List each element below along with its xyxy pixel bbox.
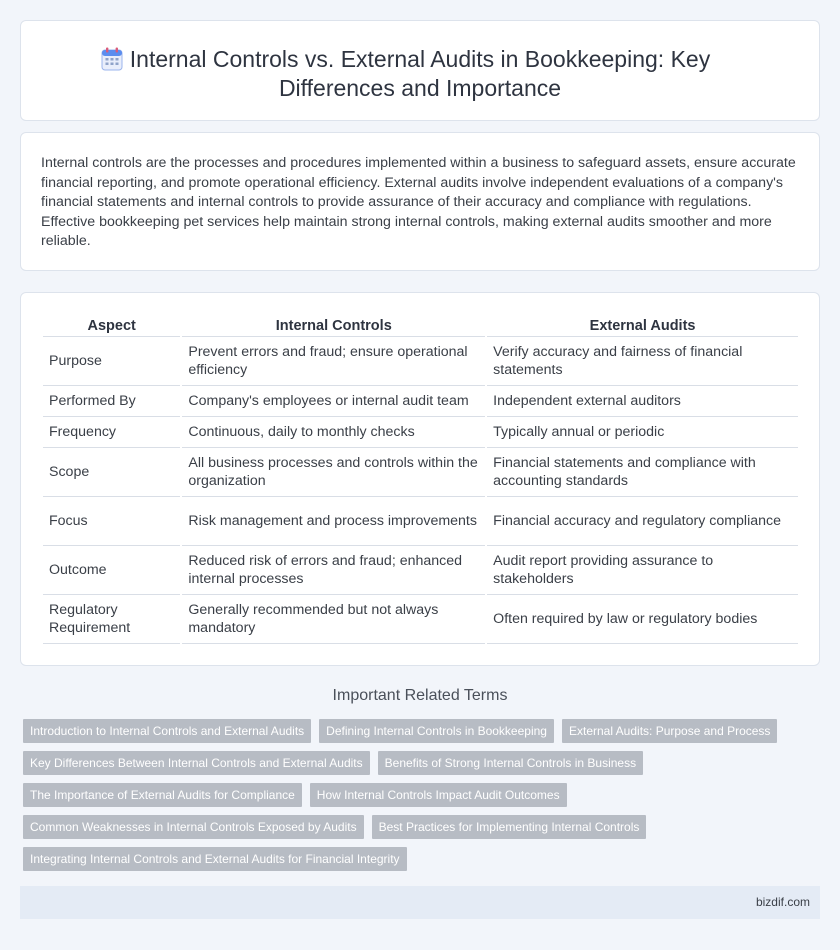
row-internal: Generally recommended but not always mandatory <box>182 595 485 644</box>
related-term-tag[interactable]: Best Practices for Implementing Internal Controls <box>372 815 647 839</box>
table-header-row <box>43 313 798 337</box>
title-card <box>20 20 820 121</box>
row-aspect: Purpose <box>43 337 180 386</box>
intro-card <box>20 132 820 271</box>
row-aspect: Focus <box>43 497 180 546</box>
footer <box>20 886 820 919</box>
row-aspect: Frequency <box>43 417 180 448</box>
comparison-table <box>41 313 800 644</box>
related-term-tag[interactable]: External Audits: Purpose and Process <box>562 719 777 743</box>
related-terms-list <box>23 719 803 871</box>
related-term-tag[interactable]: Introduction to Internal Controls and External Audits <box>23 719 311 743</box>
row-aspect: Performed By <box>43 386 180 417</box>
row-aspect: Regulatory Requirement <box>43 595 180 644</box>
row-external: Audit report providing assurance to stakeholders <box>487 546 798 595</box>
row-aspect: Outcome <box>43 546 180 595</box>
table-row <box>43 417 798 448</box>
related-term-tag[interactable]: Defining Internal Controls in Bookkeeping <box>319 719 554 743</box>
related-term-tag[interactable]: Benefits of Strong Internal Controls in Business <box>378 751 643 775</box>
table-row <box>43 337 798 386</box>
header-external-audits: External Audits <box>487 313 798 337</box>
related-term-tag[interactable]: Common Weaknesses in Internal Controls Exposed by Audits <box>23 815 364 839</box>
table-row <box>43 386 798 417</box>
header-internal-controls: Internal Controls <box>182 313 485 337</box>
row-internal: Risk management and process improvements <box>182 497 485 546</box>
table-row <box>43 497 798 546</box>
row-internal: Reduced risk of errors and fraud; enhanced internal processes <box>182 546 485 595</box>
related-term-tag[interactable]: The Importance of External Audits for Compliance <box>23 783 302 807</box>
row-internal: Continuous, daily to monthly checks <box>182 417 485 448</box>
related-term-tag[interactable]: Key Differences Between Internal Controls and External Audits <box>23 751 370 775</box>
related-term-tag[interactable]: Integrating Internal Controls and External Audits for Financial Integrity <box>23 847 407 871</box>
row-internal: Company's employees or internal audit team <box>182 386 485 417</box>
row-external: Financial statements and compliance with accounting standards <box>487 448 798 497</box>
table-row <box>43 595 798 644</box>
row-internal: Prevent errors and fraud; ensure operational efficiency <box>182 337 485 386</box>
row-internal: All business processes and controls within the organization <box>182 448 485 497</box>
table-row <box>43 546 798 595</box>
related-term-tag[interactable]: How Internal Controls Impact Audit Outcomes <box>310 783 567 807</box>
row-external: Typically annual or periodic <box>487 417 798 448</box>
page-title: Internal Controls vs. External Audits in Bookkeeping: Key Differences and Importance <box>129 46 711 101</box>
site-link[interactable]: bizdif.com <box>755 895 810 909</box>
table-row <box>43 448 798 497</box>
row-aspect: Scope <box>43 448 180 497</box>
intro-paragraph: Internal controls are the processes and procedures implemented within a business to safeguard assets, ensure accurate financial reporting, and promote operational efficiency. External audits involve independent evaluations of a company's financial statements and internal controls to provide assurance of their accuracy and compliance with regulations. Effective bookkeeping pet services help maintain strong internal controls, making external audits smoother and more reliable. <box>41 155 796 250</box>
header-aspect: Aspect <box>43 313 180 337</box>
related-terms-heading: Important Related Terms <box>332 687 508 704</box>
row-external: Verify accuracy and fairness of financial statements <box>487 337 798 386</box>
comparison-card <box>20 292 820 666</box>
row-external: Often required by law or regulatory bodies <box>487 595 798 644</box>
row-external: Independent external auditors <box>487 386 798 417</box>
row-external: Financial accuracy and regulatory compliance <box>487 497 798 546</box>
